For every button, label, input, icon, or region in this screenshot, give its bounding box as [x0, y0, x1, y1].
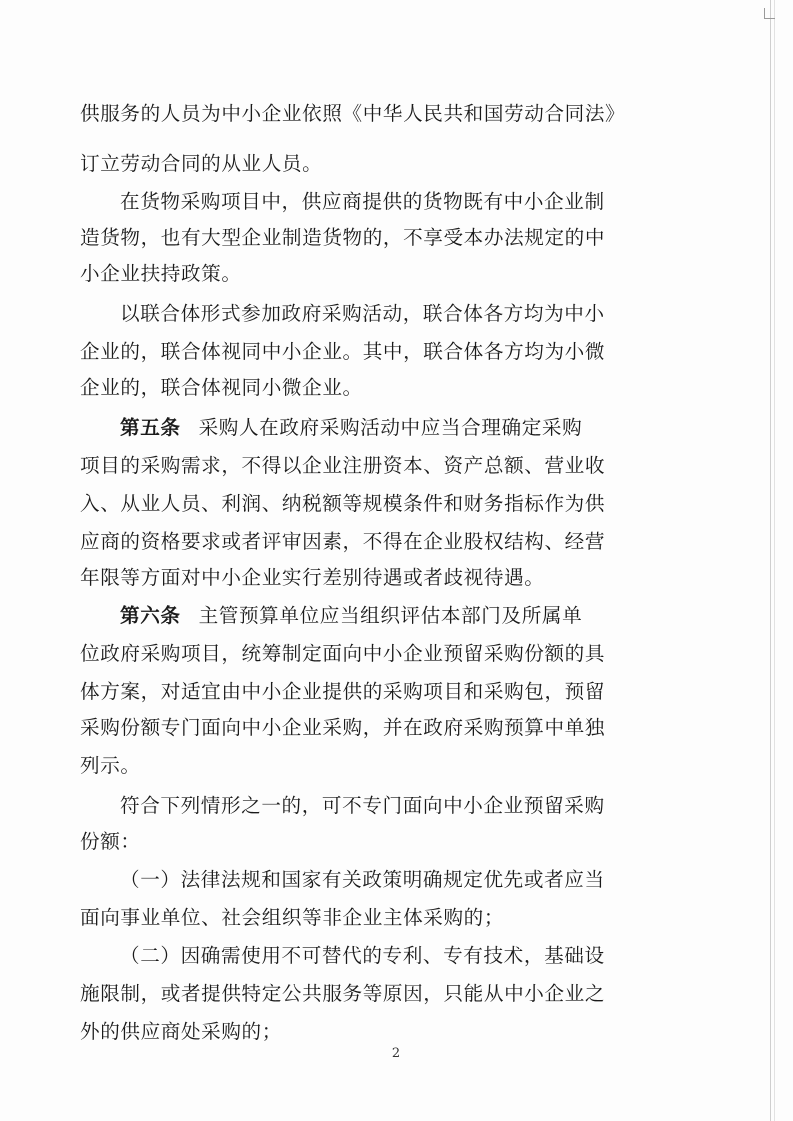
scan-corner-mark	[764, 8, 775, 19]
text-line: 列示。	[80, 754, 141, 777]
text-line: 在货物采购项目中，供应商提供的货物既有中小企业制	[120, 190, 605, 213]
text-line: 符合下列情形之一的，可不专门面向中小企业预留采购	[120, 794, 605, 817]
text-line: 主管预算单位应当组织评估本部门及所属单	[198, 604, 583, 627]
text-line: 造货物，也有大型企业制造货物的，不享受本办法规定的中	[80, 226, 606, 249]
article-6-line	[120, 604, 582, 628]
article-5-line	[120, 416, 582, 440]
article-6-heading: 第六条	[120, 604, 181, 627]
text-line: 体方案，对适宜由中小企业提供的采购项目和采购包，预留	[80, 680, 606, 703]
text-line: 以联合体形式参加政府采购活动，联合体各方均为中小	[120, 302, 605, 325]
scan-edge-line	[770, 0, 771, 1121]
text-line: 应商的资格要求或者评审因素，不得在企业股权结构、经营	[80, 530, 606, 553]
text-line: 订立劳动合同的从业人员。	[80, 152, 323, 175]
text-line: （二）因确需使用不可替代的专利、专有技术，基础设	[120, 944, 605, 967]
text-line: 年限等方面对中小企业实行差别待遇或者歧视待遇。	[80, 566, 545, 589]
text-line: 份额：	[80, 830, 141, 853]
text-line: 企业的，联合体视同小微企业。	[80, 376, 363, 399]
text-line: 入、从业人员、利润、纳税额等规模条件和财务指标作为供	[80, 492, 606, 515]
text-line: 外的供应商处采购的；	[80, 1020, 282, 1043]
text-line: 采购人在政府采购活动中应当合理确定采购	[198, 416, 583, 439]
scan-edge-line-secondary	[774, 0, 775, 1121]
article-5-heading: 第五条	[120, 416, 181, 439]
text-line: 面向事业单位、社会组织等非企业主体采购的；	[80, 906, 505, 929]
text-line: 企业的，联合体视同中小企业。其中，联合体各方均为小微	[80, 340, 606, 363]
text-line: 采购份额专门面向中小企业采购，并在政府采购预算中单独	[80, 716, 606, 739]
text-line: （一）法律法规和国家有关政策明确规定优先或者应当	[120, 868, 605, 891]
text-line: 供服务的人员为中小企业依照《中华人民共和国劳动合同法》	[80, 102, 626, 125]
text-line: 施限制，或者提供特定公共服务等原因，只能从中小企业之	[80, 982, 606, 1005]
text-line: 位政府采购项目，统筹制定面向中小企业预留采购份额的具	[80, 642, 606, 665]
page-number: 2	[391, 1046, 401, 1061]
text-line: 项目的采购需求，不得以企业注册资本、资产总额、营业收	[80, 454, 606, 477]
text-line: 小企业扶持政策。	[80, 262, 242, 285]
